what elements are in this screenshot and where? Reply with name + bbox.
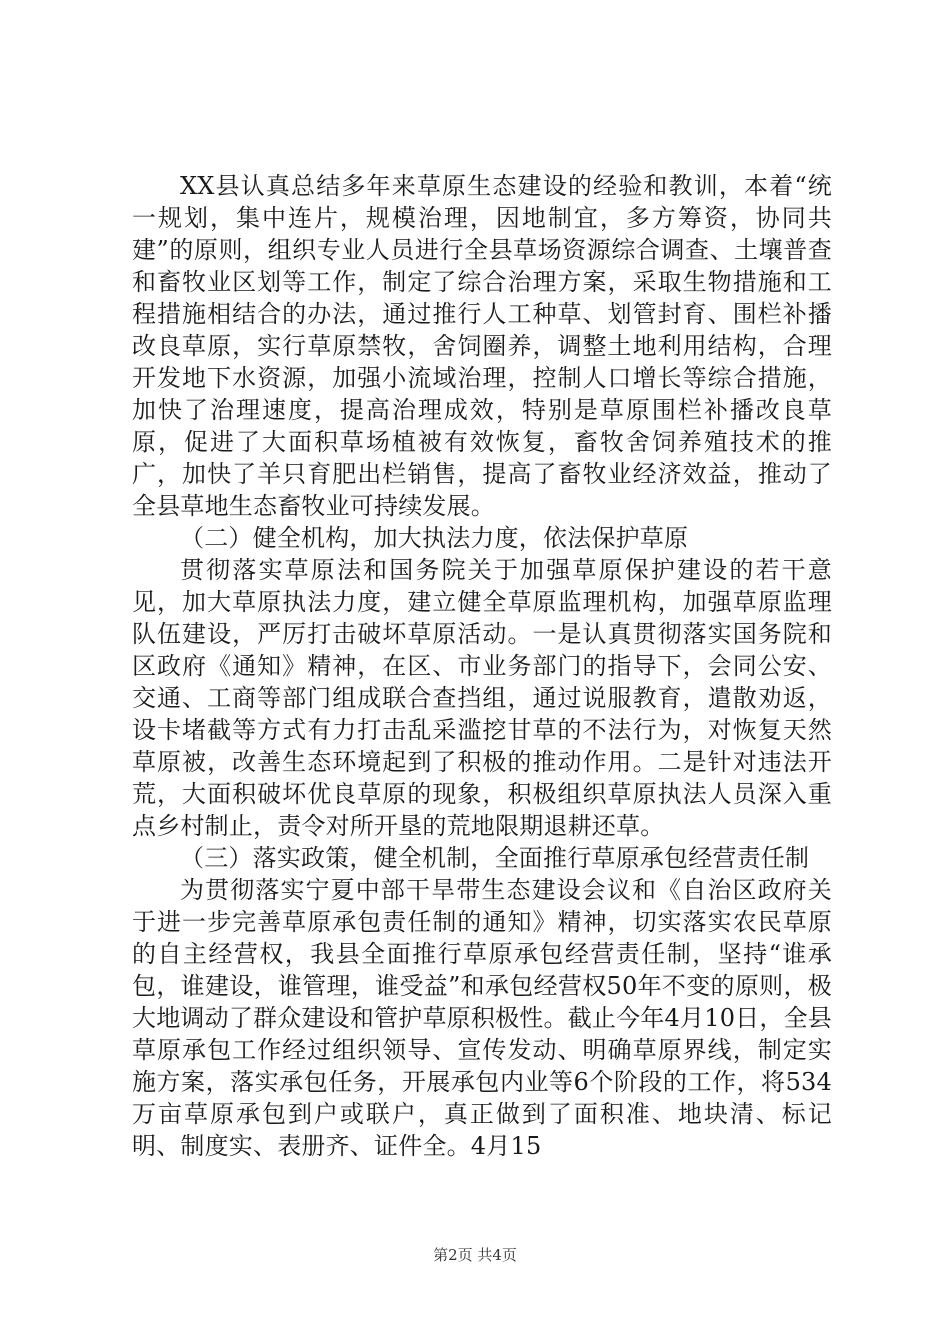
section-heading-3: （三）落实政策，健全机制，全面推行草原承包经营责任制 xyxy=(180,844,810,872)
paragraph-contract-responsibility: 为贯彻落实宁夏中部干旱带生态建设会议和《自治区政府关于进一步完善草原承包责任制的通知》精神，切实落实农民草原的自主经营权，我县全面推行草原承包经营责任制，坚持“谁承包，谁建设，谁管理，谁受益”和承包经营权50年不变的原则，极大地调动了群众建设和管护草原积极性。截止今年4月10日，全县草原承包工作经过组织领导、宣传发动、明确草原界线，制定实施方案，落实承包任务，开展承包内业等6个阶段的工作，将534万亩草原承包到户或联户，真正做到了面积准、地块清、标记明、制度实、表册齐、证件全。4月15 xyxy=(132,876,832,1160)
page-footer: 第2页 共4页 xyxy=(433,1246,517,1264)
section-heading-2: （二）健全机构，加大执法力度，依法保护草原 xyxy=(180,524,689,552)
paragraph-law-enforcement: 贯彻落实草原法和国务院关于加强草原保护建设的若干意见，加大草原执法力度，建立健全草原监理机构，加强草原监理队伍建设，严厉打击破坏草原活动。一是认真贯彻落实国务院和区政府《通知》精神，在区、市业务部门的指导下，会同公安、交通、工商等部门组成联合查挡组，通过说服教育，遣散劝返，设卡堵截等方式有力打击乱采滥挖甘草的不法行为，对恢复天然草原被，改善生态环境起到了积极的推动作用。二是针对违法开荒，大面积破坏优良草原的现象，积极组织草原执法人员深入重点乡村制止，责令对所开垦的荒地限期退耕还草。 xyxy=(132,556,832,840)
document-body xyxy=(132,170,832,1162)
paragraph-grassland-ecology: XX县认真总结多年来草原生态建设的经验和教训，本着“统一规划，集中连片，规模治理，因地制宜，多方筹资，协同共建”的原则，组织专业人员进行全县草场资源综合调查、土壤普查和畜牧业区划等工作，制定了综合治理方案，采取生物措施和工程措施相结合的办法，通过推行人工种草、划管封育、围栏补播改良草原，实行草原禁牧，舍饲圈养，调整土地利用结构，合理开发地下水资源，加强小流域治理，控制人口增长等综合措施，加快了治理速度，提高治理成效，特别是草原围栏补播改良草原，促进了大面积草场植被有效恢复，畜牧舍饲养殖技术的推广，加快了羊只育肥出栏销售，提高了畜牧业经济效益，推动了全县草地生态畜牧业可持续发展。 xyxy=(132,172,832,520)
